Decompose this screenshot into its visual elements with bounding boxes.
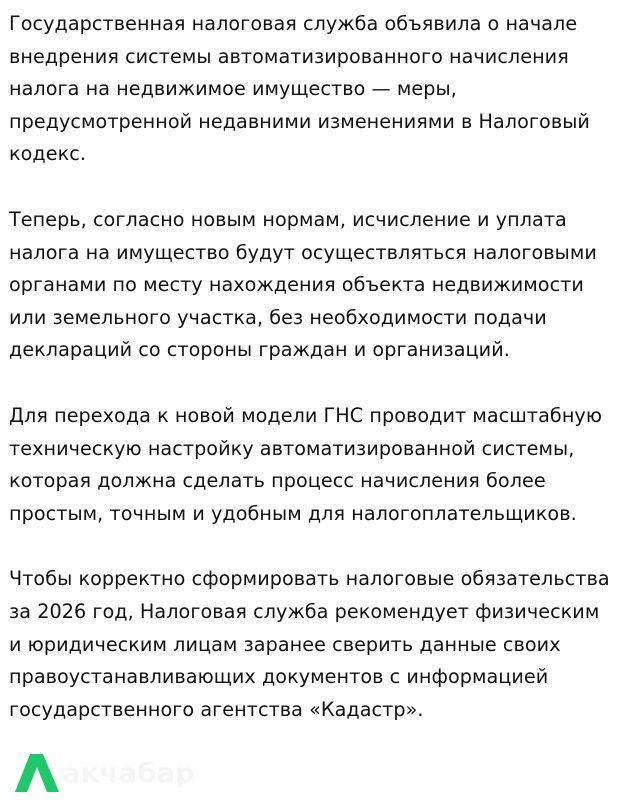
text-line: Теперь, согласно новым нормам, исчисление и уплата [9, 207, 567, 231]
text-line: налога на недвижимое имущество — меры, [9, 77, 457, 101]
text-line: государственного агентства «Кадастр». [9, 697, 424, 721]
text-line: и юридическим лицам заранее сверить данные своих [9, 632, 561, 656]
text-line: кодекс. [9, 142, 86, 166]
text-line: которая должна сделать процесс начисления более [9, 469, 546, 493]
article-paragraph-4 [9, 563, 631, 726]
news-article [9, 8, 631, 759]
text-line: внедрения системы автоматизированного начисления [9, 44, 569, 68]
text-line: за 2026 год, Налоговая служба рекомендует физическим [9, 599, 600, 623]
green-triangle-a-logo-icon [14, 752, 60, 794]
article-paragraph-2 [9, 204, 631, 367]
watermark-logo [14, 748, 195, 798]
article-paragraph-3 [9, 400, 631, 530]
text-line: налога на имущество будут осуществляться налоговыми [9, 240, 597, 264]
text-line: или земельного участка, без необходимости подачи [9, 305, 547, 329]
text-line: Для перехода к новой модели ГНС проводит масштабную [9, 403, 603, 427]
text-line: правоустанавливающих документов с информацией [9, 665, 549, 689]
watermark-text: акчабар [62, 757, 196, 789]
article-paragraph-1 [9, 8, 631, 171]
text-line: простым, точным и удобным для налогоплательщиков. [9, 501, 577, 525]
text-line: Чтобы корректно сформировать налоговые обязательства [9, 567, 610, 591]
text-line: деклараций со стороны граждан и организаций. [9, 338, 510, 362]
text-line: техническую настройку автоматизированной системы, [9, 436, 575, 460]
text-line: Государственная налоговая служба объявила о начале [9, 12, 578, 35]
text-line: органами по месту нахождения объекта недвижимости [9, 273, 584, 297]
text-line: предусмотренной недавними изменениями в Налоговый [9, 109, 590, 133]
